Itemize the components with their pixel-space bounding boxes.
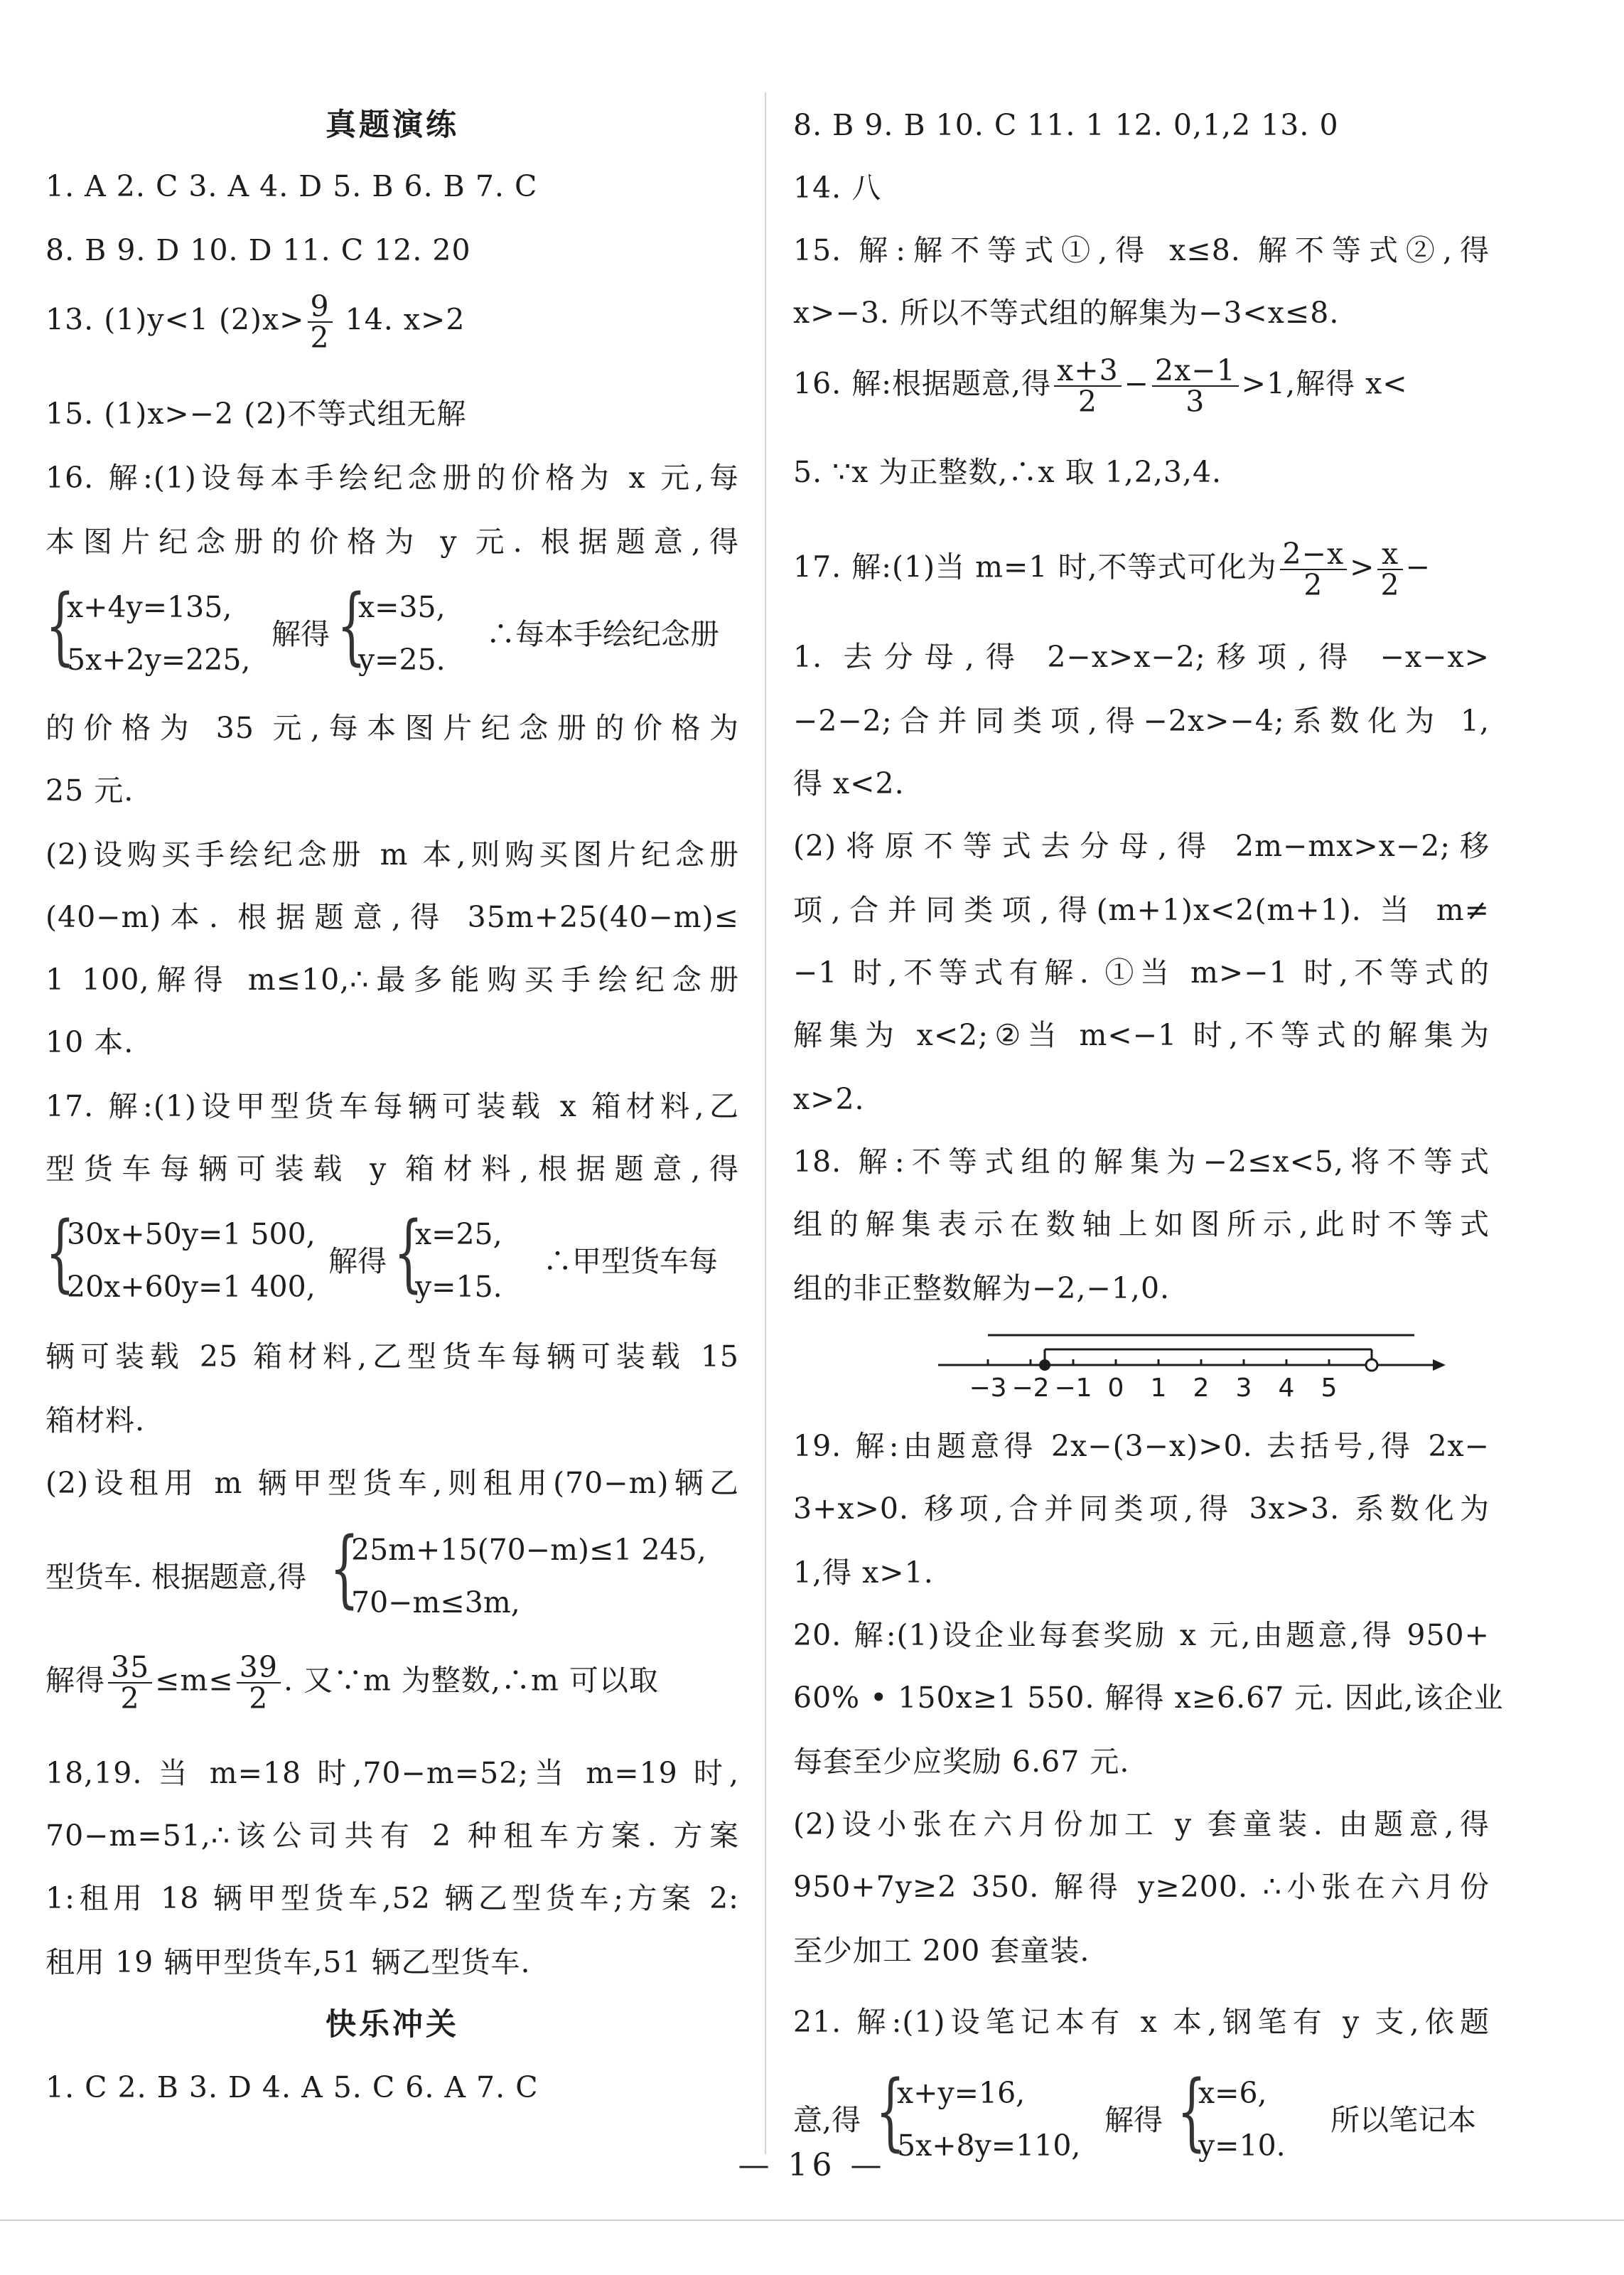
axis-tick-label: 5: [1321, 1374, 1338, 1403]
fraction-numerator: 2x−1: [1152, 355, 1239, 387]
fraction: [308, 291, 333, 353]
fraction: [1280, 539, 1348, 600]
equation-system-1: [45, 576, 739, 682]
fraction-numerator: 39: [237, 1652, 281, 1684]
column-divider: [765, 92, 766, 2154]
text-segment: −: [1124, 366, 1150, 401]
answer-line-16: [793, 355, 1490, 417]
text-segment: >1,解得 x<: [1241, 366, 1408, 401]
left-brace: {: [330, 1519, 360, 1617]
text-segment: ∴甲型货车每: [543, 1244, 718, 1278]
axis-tick-label: 3: [1235, 1374, 1252, 1403]
fraction-numerator: 35: [108, 1652, 152, 1684]
answer-line: 1. 去分母,得 2−x>x−2;移项,得 −x−x>: [793, 640, 1490, 674]
text-segment: 解得: [1104, 2103, 1163, 2137]
equation: x=35,: [358, 590, 446, 624]
answer-line: 的价格为 35 元,每本图片纪念册的价格为: [45, 711, 739, 745]
equation: y=25.: [358, 643, 446, 677]
equation: y=15.: [415, 1270, 502, 1304]
number-line-figure: [935, 1322, 1447, 1408]
answer-line: x>−3. 所以不等式组的解集为−3<x≤8.: [793, 296, 1340, 330]
answer-line: 18. 解:不等式组的解集为−2≤x<5,将不等式: [793, 1145, 1490, 1179]
answer-line: 箱材料.: [45, 1403, 146, 1438]
equation: x+y=16,: [897, 2076, 1026, 2110]
answer-line: 21. 解:(1)设笔记本有 x 本,钢笔有 y 支,依题: [793, 2005, 1490, 2039]
open-endpoint-5: [1366, 1359, 1377, 1371]
number-line-arrow: [1433, 1359, 1446, 1371]
left-brace: {: [337, 576, 367, 674]
answer-line: 16. 解:(1)设每本手绘纪念册的价格为 x 元,每: [45, 461, 739, 495]
answer-line: (2)设小张在六月份加工 y 套童装. 由题意,得: [793, 1807, 1490, 1841]
answer-line: 组的解集表示在数轴上如图所示,此时不等式: [793, 1207, 1490, 1241]
axis-tick-label: 2: [1193, 1374, 1210, 1403]
text-segment: 13. (1)y<1 (2)x>: [45, 302, 305, 337]
axis-tick-label: 4: [1278, 1374, 1295, 1403]
answer-line: 5. ∵x 为正整数,∴x 取 1,2,3,4.: [793, 455, 1222, 489]
fraction: [1377, 539, 1402, 600]
text-segment: 14. x>2: [335, 302, 466, 337]
answer-line: −2−2;合并同类项,得−2x>−4;系数化为 1,: [793, 704, 1490, 738]
equation: 70−m≤3m,: [351, 1585, 520, 1620]
left-brace: {: [1177, 2062, 1207, 2160]
fraction-denominator: 2: [1380, 568, 1400, 602]
text-segment: 意,得: [793, 2103, 861, 2137]
fraction-denominator: 2: [120, 1681, 140, 1715]
answer-line: 至少加工 200 套童装.: [793, 1934, 1090, 1968]
equation: y=10.: [1198, 2129, 1286, 2163]
left-brace: {: [45, 1203, 75, 1301]
answer-line: 18,19. 当 m=18 时,70−m=52;当 m=19 时,: [45, 1756, 739, 1790]
section-title-zhenti: 真题演练: [326, 107, 459, 143]
answer-line: 本图片纪念册的价格为 y 元. 根据题意,得: [45, 525, 739, 559]
answer-line: 3+x>0. 移项,合并同类项,得 3x>3. 系数化为: [793, 1492, 1490, 1526]
answer-line-17-solution: [45, 1652, 739, 1713]
fraction-denominator: 3: [1185, 385, 1205, 419]
fraction-numerator: x: [1377, 539, 1402, 570]
fraction-denominator: 2: [249, 1681, 269, 1715]
text-segment: 解得: [328, 1244, 387, 1278]
fraction: [1152, 355, 1239, 417]
fraction-denominator: 2: [1077, 385, 1097, 419]
answer-line: 25 元.: [45, 774, 134, 808]
answer-line: (40−m)本. 根据题意,得 35m+25(40−m)≤: [45, 900, 739, 934]
section-title-kuaile: 快乐冲关: [326, 2007, 459, 2043]
equation-system-3: [45, 1519, 739, 1625]
answer-line: 组的非正整数解为−2,−1,0.: [793, 1271, 1171, 1305]
answer-line: x>2.: [793, 1082, 865, 1116]
closed-endpoint-minus-2: [1039, 1359, 1050, 1371]
answer-line: 15. (1)x>−2 (2)不等式组无解: [45, 397, 467, 431]
answer-line: 8. B 9. B 10. C 11. 1 12. 0,1,2 13. 0: [793, 108, 1339, 142]
equation: 20x+60y=1 400,: [67, 1270, 316, 1304]
fraction-numerator: 9: [308, 291, 333, 323]
answer-line-13: [45, 291, 739, 353]
answer-line-17: [793, 539, 1490, 600]
axis-tick-label: −1: [1054, 1374, 1092, 1403]
axis-tick-label: 1: [1150, 1374, 1167, 1403]
answer-line: 1:租用 18 辆甲型货车,52 辆乙型货车;方案 2:: [45, 1881, 739, 1915]
answer-line: (2)设租用 m 辆甲型货车,则租用(70−m)辆乙: [45, 1466, 739, 1500]
answer-line: 8. B 9. D 10. D 11. C 12. 20: [45, 233, 471, 267]
answer-line: (2)设购买手绘纪念册 m 本,则购买图片纪念册: [45, 837, 739, 872]
axis-tick-label: 0: [1107, 1374, 1124, 1403]
equation: 30x+50y=1 500,: [67, 1217, 316, 1251]
answer-line: 1 100,解得 m≤10,∴最多能购买手绘纪念册: [45, 963, 739, 997]
text-segment: 17. 解:(1)当 m=1 时,不等式可化为: [793, 550, 1277, 584]
fraction-numerator: 2−x: [1280, 539, 1348, 570]
text-segment: >: [1350, 550, 1375, 584]
answer-line: 19. 解:由题意得 2x−(3−x)>0. 去括号,得 2x−: [793, 1429, 1490, 1463]
page-number: — 16 —: [738, 2147, 886, 2183]
text-segment: −: [1405, 550, 1431, 584]
equation: 5x+8y=110,: [897, 2129, 1081, 2163]
answer-line: 解集为 x<2;②当 m<−1 时,不等式的解集为: [793, 1018, 1490, 1052]
answer-line: 10 本.: [45, 1025, 134, 1059]
text-segment: ∴每本手绘纪念册: [486, 617, 719, 651]
fraction-denominator: 2: [1303, 568, 1323, 602]
axis-tick-label: −3: [969, 1374, 1007, 1403]
equation: x+4y=135,: [67, 590, 232, 624]
answer-line: 1,得 x>1.: [793, 1556, 934, 1590]
equation: 25m+15(70−m)≤1 245,: [351, 1533, 706, 1567]
answer-line: 项,合并同类项,得(m+1)x<2(m+1). 当 m≠: [793, 893, 1490, 927]
answer-line: 1. C 2. B 3. D 4. A 5. C 6. A 7. C: [45, 2070, 539, 2104]
text-segment: 解得: [45, 1663, 105, 1698]
fraction-numerator: x+3: [1054, 355, 1122, 387]
fraction: [108, 1652, 152, 1713]
answer-line: 950+7y≥2 350. 解得 y≥200. ∴小张在六月份: [793, 1870, 1490, 1904]
fraction-denominator: 2: [310, 321, 330, 355]
text-segment: 所以笔记本: [1330, 2103, 1476, 2137]
answer-line: 1. A 2. C 3. A 4. D 5. B 6. B 7. C: [45, 169, 538, 203]
equation: x=25,: [415, 1217, 502, 1251]
answer-line: 辆可装载 25 箱材料,乙型货车每辆可装载 15: [45, 1339, 739, 1374]
fraction: [1054, 355, 1122, 417]
answer-line: 70−m=51,∴该公司共有 2 种租车方案. 方案: [45, 1819, 739, 1853]
answer-line: 14. 八: [793, 171, 882, 205]
fraction: [237, 1652, 281, 1713]
equation-system-2: [45, 1203, 739, 1310]
answer-line: 60% • 150x≥1 550. 解得 x≥6.67 元. 因此,该企业: [793, 1681, 1504, 1715]
answer-line: 每套至少应奖励 6.67 元.: [793, 1745, 1130, 1779]
text-segment: 解得: [271, 617, 330, 651]
text-segment: . 又∵m 为整数,∴m 可以取: [283, 1663, 659, 1698]
answer-line: −1 时,不等式有解. ①当 m>−1 时,不等式的: [793, 956, 1490, 990]
left-brace: {: [876, 2062, 905, 2160]
text-segment: ≤m≤: [155, 1663, 234, 1698]
answer-line: 15. 解:解不等式①,得 x≤8. 解不等式②,得: [793, 233, 1490, 267]
answer-line: 租用 19 辆甲型货车,51 辆乙型货车.: [45, 1945, 531, 1979]
answer-line: 20. 解:(1)设企业每套奖励 x 元,由题意,得 950+: [793, 1618, 1490, 1652]
answer-line: 17. 解:(1)设甲型货车每辆可装载 x 箱材料,乙: [45, 1089, 739, 1123]
text-segment: 型货车. 根据题意,得: [45, 1560, 307, 1594]
left-brace: {: [45, 576, 75, 674]
answer-line: 得 x<2.: [793, 766, 905, 801]
answer-line: (2)将原不等式去分母,得 2m−mx>x−2;移: [793, 829, 1490, 863]
equation: x=6,: [1198, 2076, 1267, 2110]
text-segment: 16. 解:根据题意,得: [793, 366, 1052, 401]
answer-line: 型货车每辆可装载 y 箱材料,根据题意,得: [45, 1152, 739, 1186]
left-brace: {: [394, 1203, 424, 1301]
equation: 5x+2y=225,: [67, 643, 251, 677]
axis-tick-label: −2: [1011, 1374, 1050, 1403]
bottom-rule: [0, 2220, 1624, 2221]
